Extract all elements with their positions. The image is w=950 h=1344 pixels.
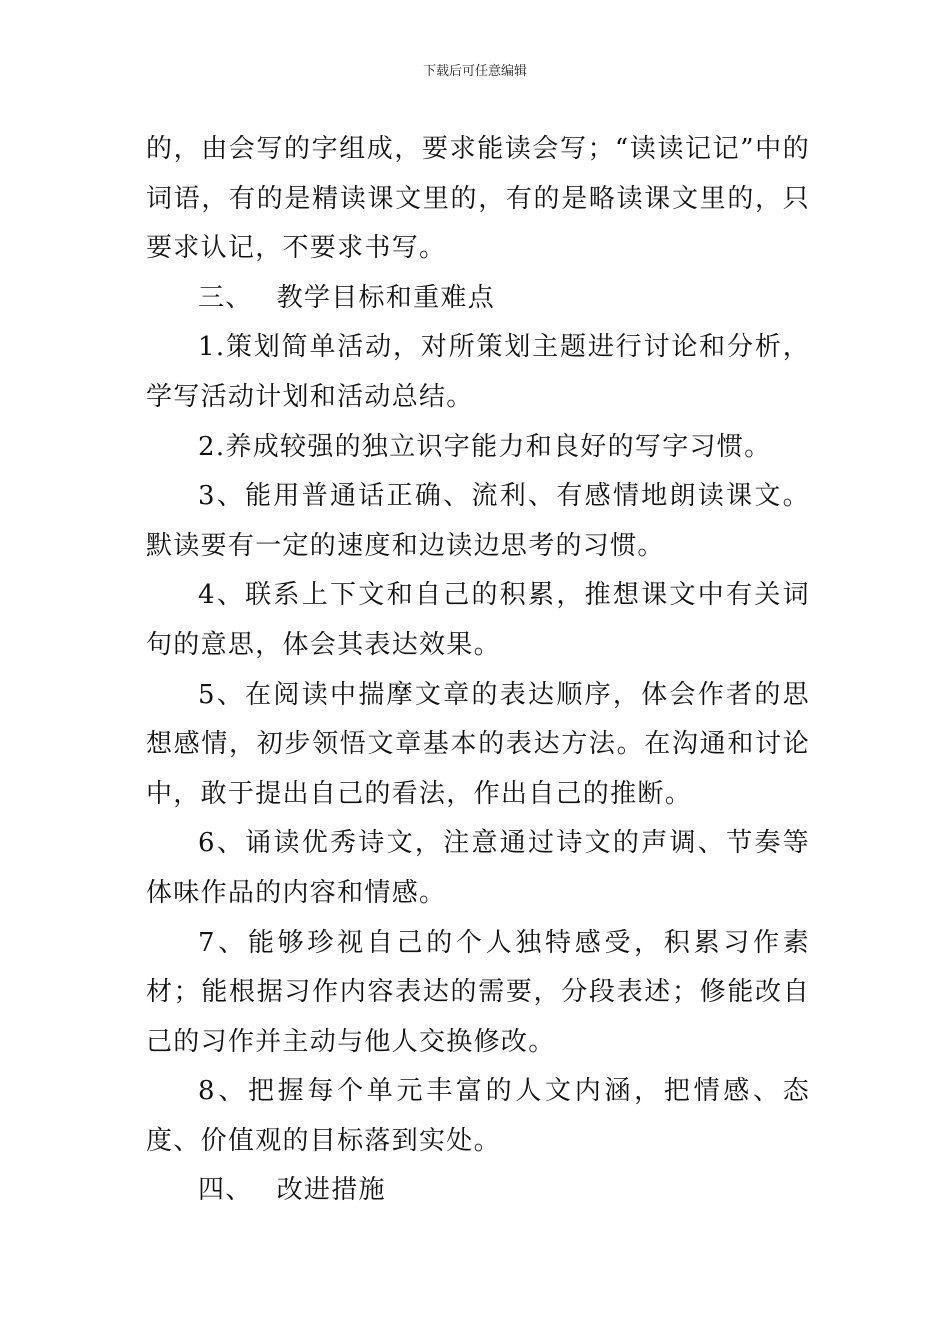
document-body	[146, 125, 810, 1216]
objective-item-7: 7、能够珍视自己的个人独特感受，积累习作素材；能根据习作内容表达的需要，分段表述；修能改自己的习作并主动与他人交换修改。	[146, 927, 810, 1057]
objective-item-2: 2.养成较强的独立识字能力和良好的写字习惯。	[198, 431, 772, 462]
section-heading-3	[146, 274, 810, 324]
paragraph-continuation: 的，由会写的字组成，要求能读会写；“读读记记”中的词语，有的是精读课文里的，有的是略读课文里的，只要求认记，不要求书写。	[146, 134, 810, 264]
section-title: 教学目标和重难点	[276, 282, 496, 313]
page-header: 下载后可任意编辑	[422, 64, 527, 79]
section-number: 四、	[198, 1175, 253, 1206]
objective-item-5: 5、在阅读中揣摩文章的表达顺序，体会作者的思想感情，初步领悟文章基本的表达方法。在沟通和讨论中，敢于提出自己的看法，作出自己的推断。	[146, 679, 810, 809]
section-title: 改进措施	[276, 1175, 386, 1206]
section-number: 三、	[198, 282, 253, 313]
objective-item-3: 3、能用普通话正确、流利、有感情地朗读课文。默读要有一定的速度和边读边思考的习惯。	[146, 481, 810, 561]
objective-item-8: 8、把握每个单元丰富的人文内涵，把情感、态度、价值观的目标落到实处。	[146, 1076, 810, 1156]
objective-item-6: 6、诵读优秀诗文，注意通过诗文的声调、节奏等体味作品的内容和情感。	[146, 828, 810, 908]
objective-item-1: 1.策划简单活动，对所策划主题进行讨论和分析，学写活动计划和活动总结。	[146, 332, 810, 412]
objective-item-4: 4、联系上下文和自己的积累，推想课文中有关词句的意思，体会其表达效果。	[146, 580, 810, 660]
section-heading-4	[146, 1166, 810, 1216]
